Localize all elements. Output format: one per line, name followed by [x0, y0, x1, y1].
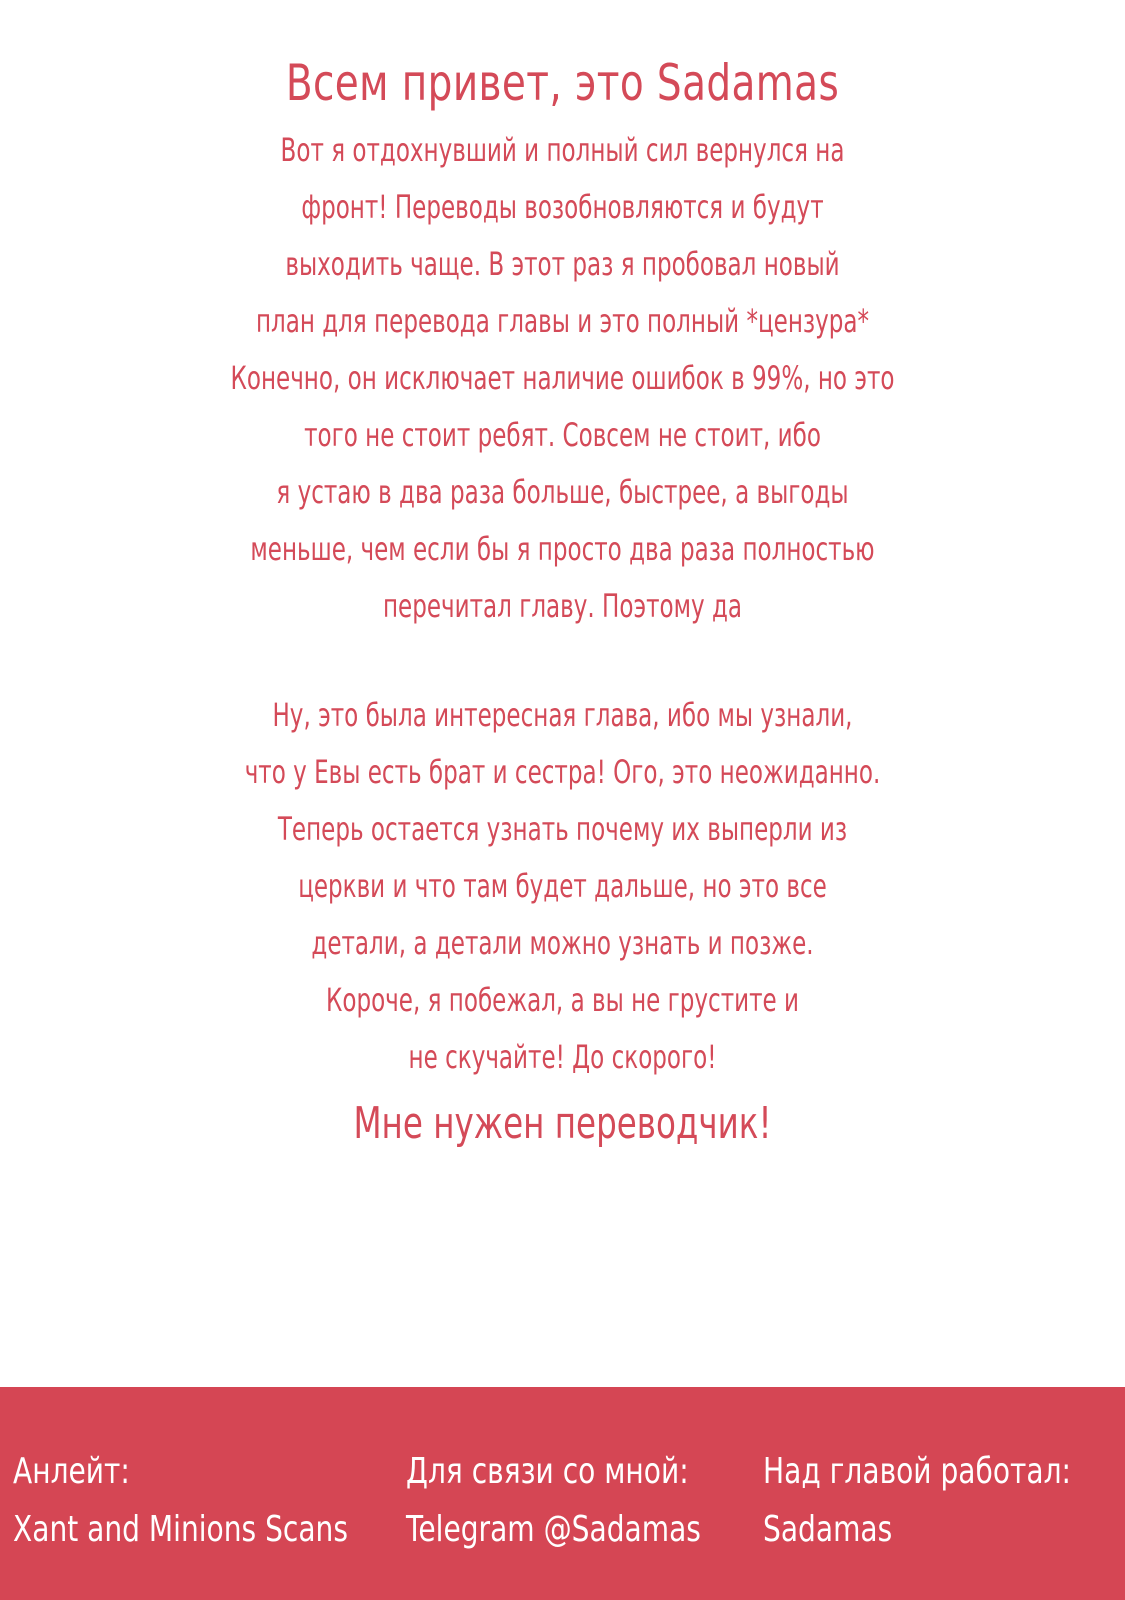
- paragraph-line: фронт! Переводы возобновляются и будут: [301, 188, 824, 226]
- credit-label: Для связи со мной:: [406, 1451, 689, 1492]
- paragraph-2: [157, 687, 967, 1086]
- paragraph-line: я устаю в два раза больше, быстрее, а выгоды: [276, 473, 849, 511]
- paragraph-line: церкви и что там будет дальше, но это все: [298, 867, 827, 905]
- credit-value: Sadamas: [763, 1509, 893, 1550]
- paragraph-line: Вот я отдохнувший и полный сил вернулся на: [280, 131, 845, 169]
- credit-label: Над главой работал:: [763, 1451, 1071, 1492]
- credit-column-raws: [13, 1443, 348, 1559]
- paragraph-line: не скучайте! До скорого!: [408, 1038, 717, 1076]
- paragraph-line: перечитал главу. Поэтому да: [382, 587, 742, 625]
- credit-value: Xant and Minions Scans: [13, 1509, 348, 1550]
- credits-footer: [0, 1387, 1125, 1600]
- paragraph-line: Ну, это была интересная глава, ибо мы узнали,: [272, 696, 853, 734]
- paragraph-line: план для перевода главы и это полный *цензура*: [255, 302, 870, 340]
- paragraph-line: того не стоит ребят. Совсем не стоит, ибо: [304, 416, 821, 454]
- paragraph-line: выходить чаще. В этот раз я пробовал новый: [285, 245, 840, 283]
- credit-label: Анлейт:: [13, 1451, 130, 1492]
- paragraph-line: Теперь остается узнать почему их выперли из: [277, 810, 848, 848]
- paragraph-line: меньше, чем если бы я просто два раза полностью: [250, 530, 875, 568]
- credit-value: Telegram @Sadamas: [406, 1509, 701, 1550]
- paragraph-line: детали, а детали можно узнать и позже.: [311, 924, 814, 962]
- paragraph-line: Конечно, он исключает наличие ошибок в 99%, но это: [230, 359, 895, 397]
- translator-wanted-callout: Мне нужен переводчик!: [353, 1098, 772, 1149]
- paragraph-line: что у Евы есть брат и сестра! Ого, это неожиданно.: [244, 753, 881, 791]
- greeting-title: Всем привет, это Sadamas: [285, 54, 840, 112]
- paragraph-line: Короче, я побежал, а вы не грустите и: [325, 981, 799, 1019]
- paragraph-1: [157, 122, 967, 635]
- credit-column-worker: [763, 1443, 1071, 1559]
- credit-column-contact: [406, 1443, 701, 1559]
